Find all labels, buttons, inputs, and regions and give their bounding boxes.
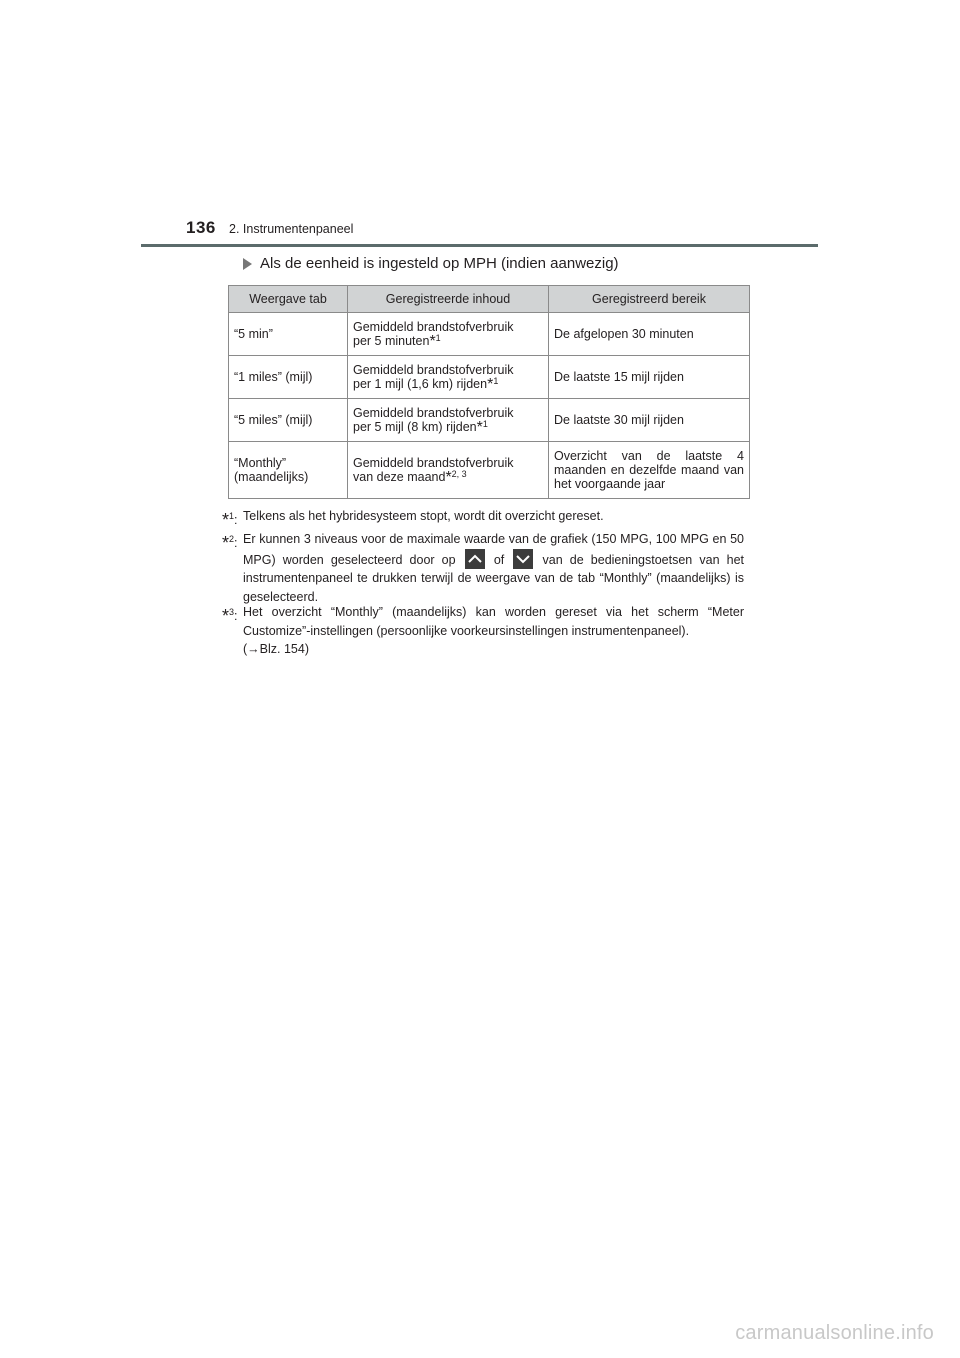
footnote-ref: 1	[435, 333, 441, 343]
triangle-bullet-icon	[243, 258, 252, 270]
cell-content-line1: Gemiddeld brandstofverbruik	[353, 320, 514, 334]
page-reference-link[interactable]: (→Blz. 154)	[243, 642, 309, 656]
cell-range: De laatste 15 mijl rijden	[549, 356, 750, 399]
asterisk-icon: *	[476, 419, 483, 436]
asterisk-icon: *	[445, 469, 452, 486]
table-row	[229, 399, 750, 442]
section-heading	[243, 255, 619, 272]
chevron-down-icon	[513, 549, 533, 569]
footnote-3	[222, 603, 744, 659]
cell-tab	[229, 442, 348, 499]
footnote-ref: 1	[482, 419, 488, 429]
footnote-text	[243, 603, 744, 659]
header-geregistreerde-inhoud: Geregistreerde inhoud	[348, 286, 549, 313]
cell-content-line1: Gemiddeld brandstofverbruik	[353, 363, 514, 377]
chevron-up-icon	[465, 549, 485, 569]
cell-content	[348, 442, 549, 499]
asterisk-icon: *	[487, 376, 494, 393]
footnote-1	[222, 507, 744, 530]
history-table	[228, 285, 750, 499]
cell-tab: “5 min”	[229, 313, 348, 356]
section-heading-text: Als de eenheid is ingesteld op MPH (indien aanwezig)	[260, 255, 619, 272]
table-row	[229, 356, 750, 399]
cell-range: De laatste 30 mijl rijden	[549, 399, 750, 442]
header-geregistreerd-bereik: Geregistreerd bereik	[549, 286, 750, 313]
footnote-ref: 2, 3	[451, 469, 467, 479]
chapter-title: 2. Instrumentenpaneel	[229, 222, 354, 236]
cell-content	[348, 399, 549, 442]
cell-content-line2: van deze maand	[353, 470, 446, 484]
footnote-text: Telkens als het hybridesysteem stopt, wordt dit overzicht gereset.	[243, 509, 604, 523]
page-number: 136	[186, 218, 216, 237]
footnote-marker: *$^2$:	[222, 533, 238, 553]
watermark: carmanualsonline.info	[735, 1322, 934, 1344]
footnote-marker: *$^1$:	[222, 510, 238, 530]
table-header-row	[229, 286, 750, 313]
footnote-text-part: Het overzicht “Monthly” (maandelijks) kan worden gereset via het scherm “Meter Customize”-instellingen (persoonlijke voorkeursinstellingen instrumentenpaneel).	[243, 605, 744, 638]
cell-content-line1: Gemiddeld brandstofverbruik	[353, 456, 514, 470]
cell-tab-line1: “Monthly”	[234, 456, 287, 470]
cell-tab-line2: (maandelijks)	[234, 470, 309, 484]
header-divider	[141, 244, 818, 247]
cell-content-line1: Gemiddeld brandstofverbruik	[353, 406, 514, 420]
asterisk-icon: *	[429, 333, 436, 350]
cell-content	[348, 313, 549, 356]
cell-range: De afgelopen 30 minuten	[549, 313, 750, 356]
cell-content	[348, 356, 549, 399]
cell-tab: “5 miles” (mijl)	[229, 399, 348, 442]
cell-content-line2: per 5 minuten	[353, 334, 430, 348]
table-row	[229, 313, 750, 356]
footnote-text-part: van de bedieningstoetsen van het instrumentenpaneel te drukken terwijl de weergave van de tab “Monthly” (maandelijks) is geselecteerd.	[243, 552, 745, 604]
footnote-marker: *$^3$:	[222, 606, 238, 626]
cell-tab: “1 miles” (mijl)	[229, 356, 348, 399]
footnote-text	[243, 530, 744, 606]
header-weergave-tab: Weergave tab	[229, 286, 348, 313]
footnote-text-part: of	[493, 552, 505, 567]
footnote-2	[222, 530, 744, 606]
cell-range: Overzicht van de laatste 4 maanden en dezelfde maand van het voorgaande jaar	[549, 442, 750, 499]
table-row	[229, 442, 750, 499]
footnote-ref: 1	[493, 376, 499, 386]
cell-content-line2: per 1 mijl (1,6 km) rijden	[353, 377, 488, 391]
cell-content-line2: per 5 mijl (8 km) rijden	[353, 420, 477, 434]
footnote-text-part: Er kunnen 3 niveaus voor de maximale waarde van de grafiek (150 MPG, 100 MPG en 50 MPG) worden geselecteerd door op	[243, 532, 744, 567]
